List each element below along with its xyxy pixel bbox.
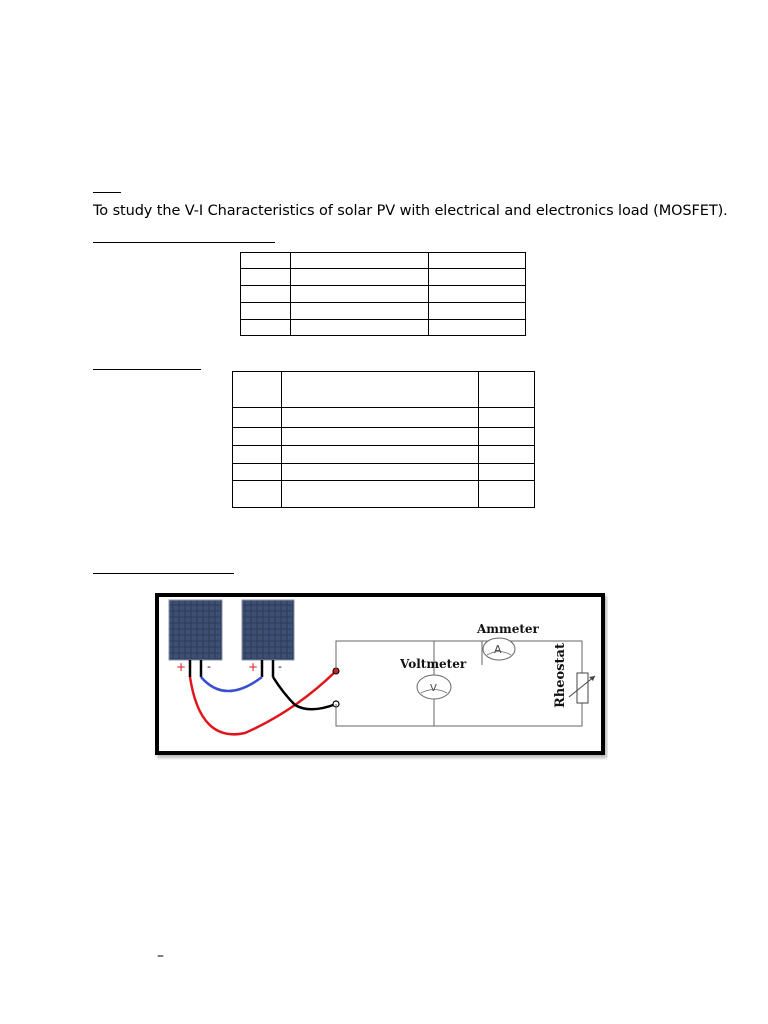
footer-mark: – [157, 948, 164, 964]
table-row [233, 408, 535, 428]
table-row [233, 481, 535, 508]
ammeter-symbol: A [494, 643, 502, 656]
table-row [233, 446, 535, 464]
voltmeter-label: Voltmeter [400, 657, 467, 671]
voltmeter [417, 675, 451, 699]
solar-panel-1 [169, 600, 222, 660]
table-row [241, 320, 526, 336]
circuit-heading-underline [93, 573, 234, 574]
circuit-diagram [155, 593, 608, 760]
panel1-plus: + [176, 660, 187, 674]
panel2-minus: - [278, 660, 282, 673]
panel2-plus: + [248, 660, 259, 674]
aim-text: To study the V-I Characteristics of solar PV with electrical and electronics load (MOSFET). [93, 203, 728, 219]
ammeter [483, 638, 515, 660]
apparatus-table [240, 252, 526, 336]
table-row [233, 372, 535, 408]
rheostat-label: Rheostat [553, 643, 568, 708]
table-row [233, 428, 535, 446]
voltmeter-symbol: V [430, 683, 437, 694]
specification-table [232, 371, 535, 508]
panel1-minus: - [207, 660, 211, 673]
table-row [241, 286, 526, 303]
apparatus-heading-underline [93, 242, 275, 243]
table-row [233, 464, 535, 481]
diagram-frame [157, 595, 603, 753]
table-row [241, 303, 526, 320]
solar-panel-2 [242, 600, 294, 660]
table-row [241, 269, 526, 286]
aim-heading-underline [93, 192, 121, 193]
ammeter-label: Ammeter [477, 622, 539, 636]
specification-heading-underline [93, 369, 201, 370]
table-row [241, 253, 526, 269]
